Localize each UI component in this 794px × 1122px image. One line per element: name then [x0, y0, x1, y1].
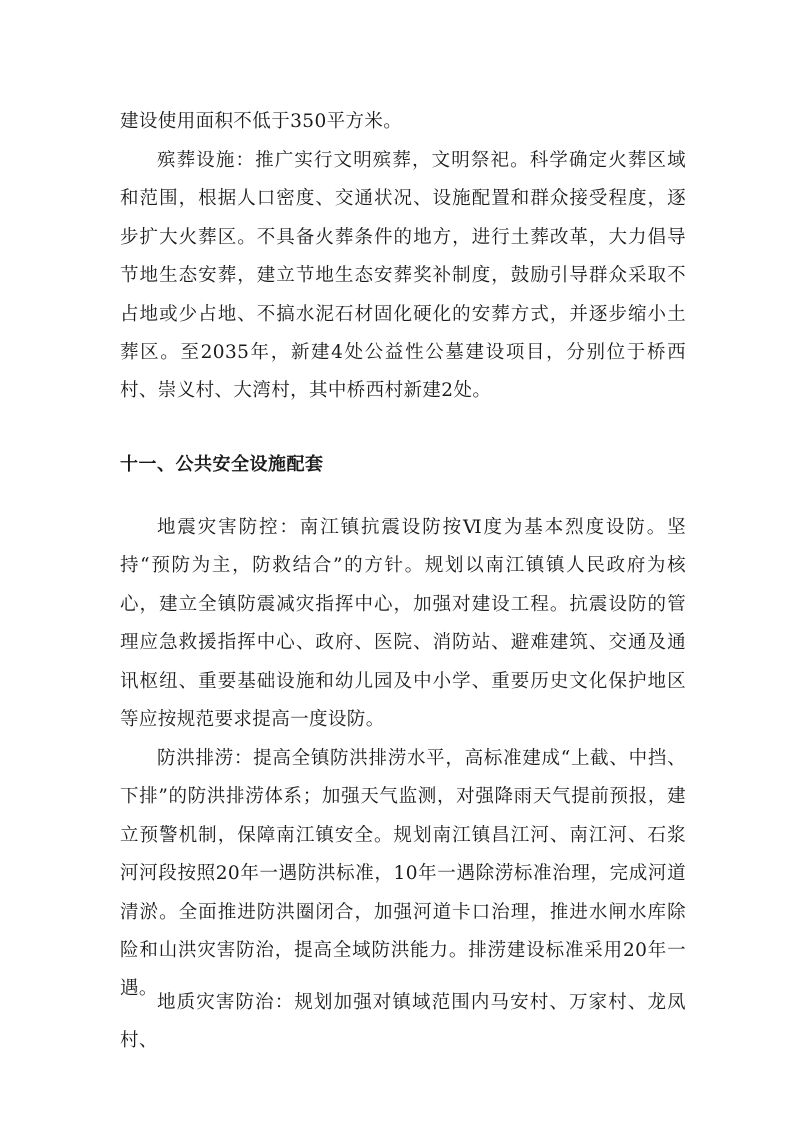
section-heading-public-safety: 十一、公共安全设施配套 — [120, 454, 324, 475]
paragraph-flood-control: 防洪排涝：提高全镇防洪排涝水平，高标准建成“上截、中挡、下排”的防洪排涝体系；加强天气监测，对强降雨天气提前预报，建立预警机制，保障南江镇安全。规划南江镇昌江河、南江河、石浆河河段按照20年一遇防洪标准，10年一遇除涝标准治理，完成河道清淤。全面推进防洪圈闭合，加强河道卡口治理，推进水闸水库除险和山洪灾害防治，提高全域防洪能力。排涝建设标准采用20年一遇。 — [120, 748, 686, 1000]
paragraph-geological-disaster: 地质灾害防治：规划加强对镇域范围内马安村、万家村、龙凤村、 — [120, 992, 686, 1052]
paragraph-funeral-facilities: 殡葬设施：推广实行文明殡葬，文明祭祀。科学确定火葬区域和范围，根据人口密度、交通状况、设施配置和群众接受程度，逐步扩大火葬区。不具备火葬条件的地方，进行土葬改革，大力倡导节地生态安葬，建立节地生态安葬奖补制度，鼓励引导群众采取不占地或少占地、不搞水泥石材固化硬化的安葬方式，并逐步缩小土葬区。至2035年，新建4处公益性公墓建设项目，分别位于桥西村、崇义村、大湾村，其中桥西村新建2处。 — [120, 150, 686, 402]
paragraph-building-area: 建设使用面积不低于350平方米。 — [120, 111, 403, 132]
paragraph-earthquake-prevention: 地震灾害防控：南江镇抗震设防按Ⅵ度为基本烈度设防。坚持“预防为主，防救结合”的方针。规划以南江镇镇人民政府为核心，建立全镇防震减灾指挥中心，加强对建设工程。抗震设防的管理应急救援指挥中心、政府、医院、消防站、避难建筑、交通及通讯枢纽、重要基础设施和幼儿园及中小学、重要历史文化保护地区等应按规范要求提高一度设防。 — [120, 517, 686, 731]
